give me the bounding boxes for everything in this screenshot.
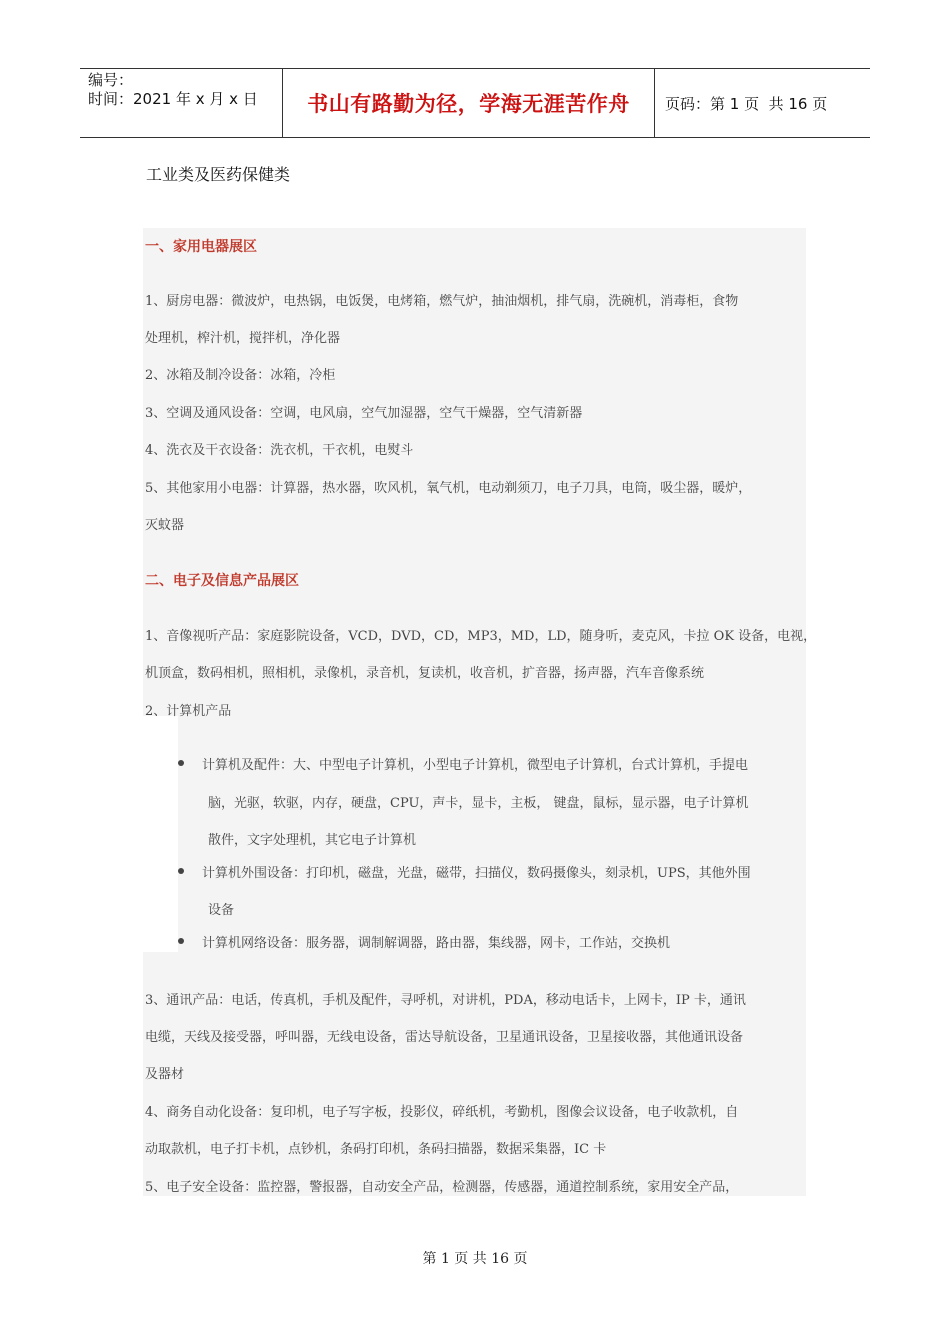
body-line: 电缆，天线及接受器，呼叫器，无线电设备，雷达导航设备，卫星通讯设备，卫星接收器，其他通讯设备 (145, 1030, 744, 1045)
bullet-icon (178, 868, 184, 874)
bullet-icon (178, 938, 184, 944)
bullet-line: 设备 (208, 903, 235, 918)
body-line: 机顶盒，数码相机，照相机，录像机，录音机，复读机，收音机，扩音器，扬声器，汽车音像系统 (145, 666, 705, 681)
body-line: 处理机，榨汁机，搅拌机，净化器 (145, 331, 341, 346)
body-line: 4、商务自动化设备：复印机，电子写字板，投影仪，碎纸机，考勤机，图像会议设备，电子收款机，自 (145, 1105, 739, 1120)
body-line: 2、计算机产品 (145, 704, 232, 719)
header-motto-cell (282, 69, 655, 137)
page-code: 页码：第 1 页 共 16 页 (665, 94, 828, 113)
page-footer: 第 1 页 共 16 页 (422, 1251, 528, 1267)
header-meta (80, 69, 282, 137)
number-label: 编号： (88, 71, 134, 89)
bullet-line: 散件，文字处理机，其它电子计算机 (208, 833, 417, 848)
body-line: 5、其他家用小电器：计算器，热水器，吹风机，氧气机，电动剃须刀，电子刀具，电筒，吸尘器，暖炉， (145, 481, 752, 496)
bullet-line: 计算机外围设备：打印机，磁盘，光盘，磁带，扫描仪，数码摄像头，刻录机，UPS，其他外围 (202, 866, 751, 881)
body-line: 4、洗衣及干衣设备：洗衣机，干衣机，电熨斗 (145, 443, 414, 458)
document-title: 工业类及医药保健类 (146, 165, 291, 184)
time-label: 时间：2021 年 x 月 x 日 (88, 90, 258, 108)
header-page-code-cell (655, 69, 870, 137)
body-line: 灭蚊器 (145, 518, 185, 533)
body-line: 5、电子安全设备：监控器，警报器，自动安全产品，检测器，传感器，通道控制系统，家用安全产品， (145, 1180, 739, 1195)
page-header (80, 68, 870, 138)
motto: 书山有路勤为径，学海无涯苦作舟 (307, 92, 630, 116)
body-line: 动取款机，电子打卡机，点钞机，条码打印机，条码扫描器，数据采集器，IC 卡 (145, 1142, 607, 1157)
bullet-line: 计算机及配件：大、中型电子计算机，小型电子计算机，微型电子计算机，台式计算机，手提电 (202, 758, 749, 773)
body-line: 3、通讯产品：电话，传真机，手机及配件，寻呼机，对讲机，PDA，移动电话卡，上网卡，IP 卡，通讯 (145, 993, 746, 1008)
body-line: 3、空调及通风设备：空调，电风扇，空气加湿器，空气干燥器，空气清新器 (145, 406, 583, 421)
section-heading-appliances: 一、家用电器展区 (145, 239, 257, 255)
body-line: 1、厨房电器：微波炉，电热锅，电饭煲，电烤箱，燃气炉，抽油烟机，排气扇，洗碗机，消毒柜，食物 (145, 294, 739, 309)
bullet-line: 脑，光驱，软驱，内存，硬盘，CPU，声卡，显卡，主板， 键盘，鼠标，显示器，电子计算机 (208, 796, 749, 811)
body-line: 1、音像视听产品：家庭影院设备，VCD，DVD，CD，MP3，MD，LD，随身听，麦克风，卡拉 OK 设备，电视， (145, 629, 817, 644)
body-line: 及器材 (145, 1067, 185, 1082)
section-heading-electronics: 二、电子及信息产品展区 (145, 573, 299, 589)
body-line: 2、冰箱及制冷设备：冰箱，冷柜 (145, 368, 336, 383)
bullet-icon (178, 760, 184, 766)
bullet-line: 计算机网络设备：服务器，调制解调器，路由器，集线器，网卡，工作站，交换机 (202, 936, 671, 951)
